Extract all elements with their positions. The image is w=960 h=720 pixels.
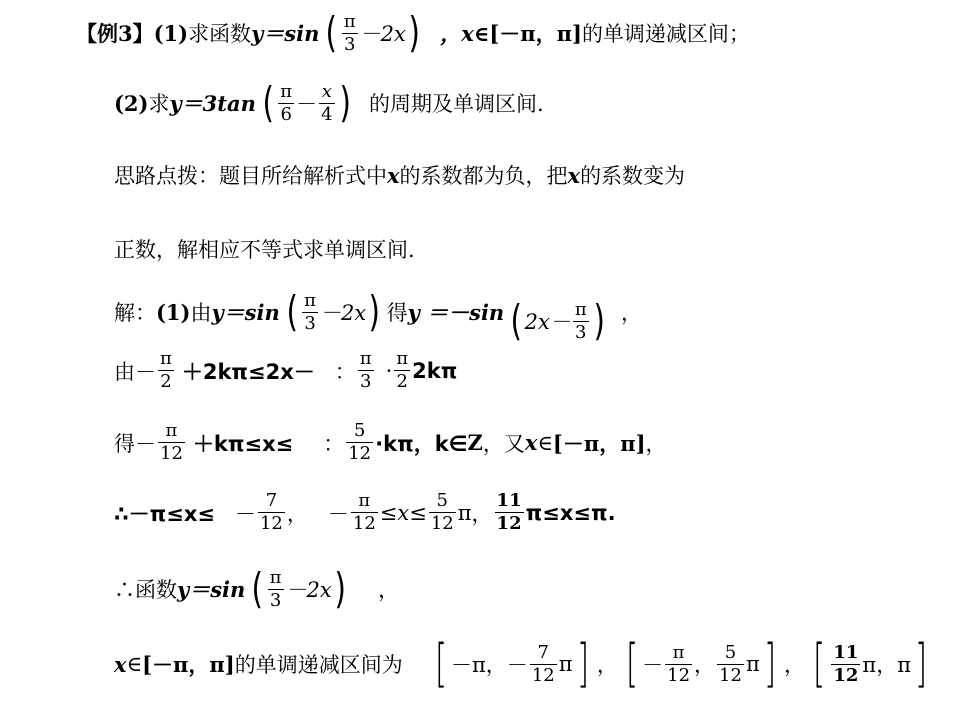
hint-line-2: 正数，解相应不等式求单调区间. xyxy=(114,238,415,262)
solution-line-4: ∴－π≤x≤ － $\frac{7}{12}$ ， － $\frac{\pi}{12}$ ≤x≤ $\frac{5}{12}$ π ， $\frac{11}{12}$ π≤x≤π. xyxy=(114,490,616,534)
fraction-pi-over-2: $\frac{\pi}{2}$ xyxy=(396,348,409,392)
fraction-7-over-12: $\frac{7}{12}$ xyxy=(259,490,283,534)
paren-group: ( $\frac{\pi}{3}$ －2x ) xyxy=(286,287,381,336)
fraction-pi-over-6: $\frac{\pi}{6}$ xyxy=(280,80,293,125)
problem-part-2 xyxy=(114,78,544,127)
fraction-pi-over-2: $\frac{\pi}{2}$ xyxy=(160,348,172,392)
left-paren: ( xyxy=(262,78,274,127)
fraction-7-over-12: $\frac{7}{12}$ xyxy=(531,641,555,686)
paren-group xyxy=(323,8,422,57)
example-label: 【例3】 xyxy=(76,21,154,46)
part-number: (2) xyxy=(114,90,149,116)
fraction-pi-over-12: $\frac{\pi}{12}$ xyxy=(667,641,691,686)
solution-line-3: 得－ $\frac{\pi}{12}$ ＋kπ≤x≤ ： $\frac{5}{12}$ ·kπ，k∈ Z ，又 x ∈ [－π，π] ， xyxy=(114,420,667,464)
ask-text: 求函数 xyxy=(188,22,252,46)
right-paren: ) xyxy=(408,8,420,57)
paren-group: ( 2x－ $\frac{\pi}{3}$ ) xyxy=(510,296,605,345)
solution-line-2: 由－ $\frac{\pi}{2}$ ＋2kπ≤2x－ ： $\frac{\pi}{3}$ · $\frac{\pi}{2}$ 2kπ xyxy=(114,348,458,392)
left-paren: ( xyxy=(325,8,338,57)
fraction-11-over-12: $\frac{11}{12}$ xyxy=(833,641,859,686)
fraction-pi-over-3: $\frac{\pi}{3}$ xyxy=(343,10,356,55)
fraction-pi-over-3: $\frac{\pi}{3}$ xyxy=(574,298,587,343)
fraction-11-over-12: $\frac{11}{12}$ xyxy=(496,490,522,534)
function-expr: y＝sin xyxy=(251,21,320,46)
question-tail: 的周期及单调区间. xyxy=(368,92,544,116)
fraction-5-over-12: $\frac{5}{12}$ xyxy=(430,490,454,534)
question-tail: 的单调递减区间； xyxy=(581,22,750,46)
interval-3: [ $\frac{11}{12}$ π，π ] xyxy=(813,634,928,694)
ask-text: 求 xyxy=(148,92,170,116)
solution-line-5: ∴函数 y＝sin ( $\frac{\pi}{3}$ －2x ) ， xyxy=(114,564,400,613)
minus-sign: － xyxy=(296,92,318,116)
right-paren: ) xyxy=(339,78,351,127)
paren-group: ( $\frac{\pi}{3}$ －2x ) xyxy=(251,564,346,613)
solution-line-6: x ∈ [－π，π] 的单调递减区间为 [ －π，－ $\frac{7}{12}$ π ] ， [ － $\frac{\pi}{12}$ ， $\frac{5}{12}$ π ] ， [ $\frac{11}{12}$ π，π ] xyxy=(114,638,935,690)
paren-group xyxy=(260,78,353,127)
fraction-5-over-12: $\frac{5}{12}$ xyxy=(348,420,372,464)
hint-line-1: 思路点拨：题目所给解析式中 x 的系数都为负，把 x 的系数变为 xyxy=(114,162,686,188)
domain-interval: [－π，π] xyxy=(489,21,582,46)
fraction-5-over-12: $\frac{5}{12}$ xyxy=(719,641,742,686)
fraction-pi-over-3: $\frac{\pi}{3}$ xyxy=(269,566,282,611)
domain-x: ，x∈ xyxy=(440,21,490,46)
fraction-pi-over-3: $\frac{\pi}{3}$ xyxy=(359,348,372,392)
interval-2: [ － $\frac{\pi}{12}$ ， $\frac{5}{12}$ π ] xyxy=(625,634,776,694)
part-number: (1) xyxy=(153,20,189,46)
fraction-pi-over-12: $\frac{\pi}{12}$ xyxy=(160,420,183,464)
minus-2x: －2x xyxy=(359,22,406,46)
function-expr: y＝3tan xyxy=(169,91,256,116)
fraction-x-over-4: $\frac{x}{4}$ xyxy=(321,80,333,125)
solution-line-1: 解： (1) 由 y＝sin ( $\frac{\pi}{3}$ －2x ) 得 y ＝－sin ( 2x－ $\frac{\pi}{3}$ ) ， xyxy=(114,287,643,345)
problem-part-1 xyxy=(76,8,750,57)
interval-1: [ －π，－ $\frac{7}{12}$ π ] xyxy=(434,634,589,694)
fraction-pi-over-12: $\frac{\pi}{12}$ xyxy=(352,490,376,534)
fraction-pi-over-3: $\frac{\pi}{3}$ xyxy=(304,289,316,334)
